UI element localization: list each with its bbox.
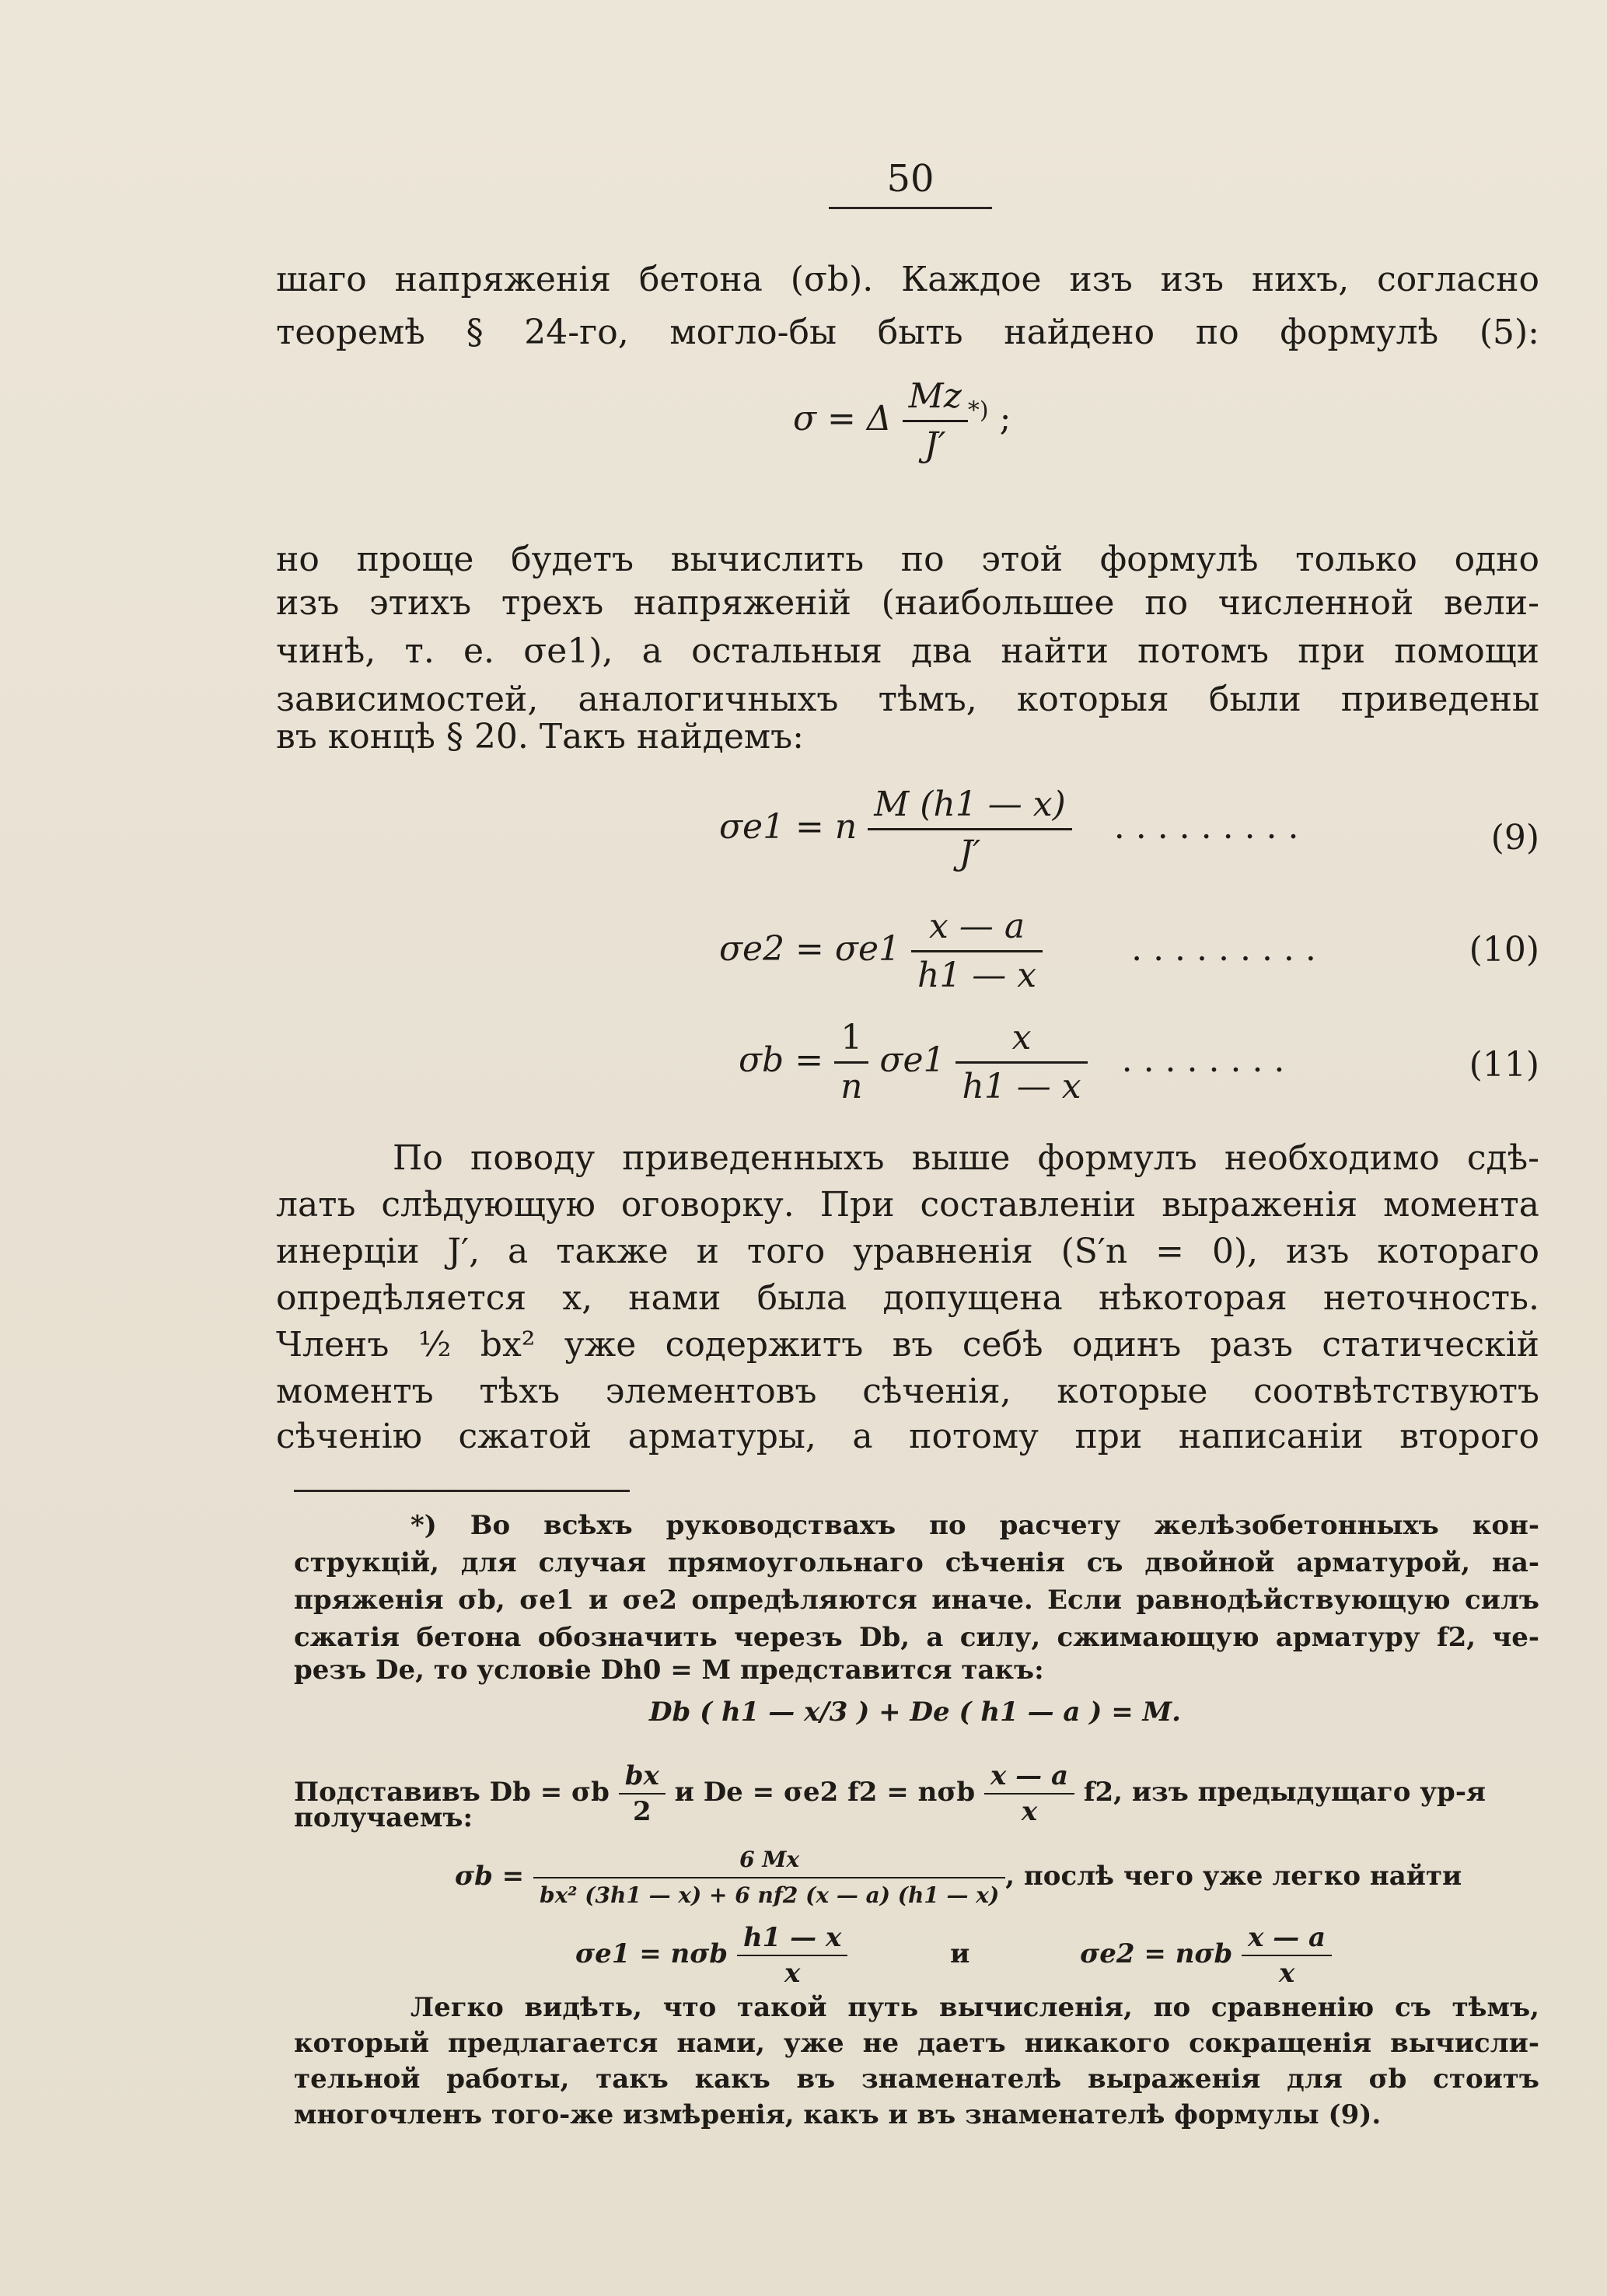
sigma-e1-denominator: x	[784, 1958, 801, 1989]
sigma-e2-lhs: σe2 = nσb	[1080, 1938, 1233, 1969]
page-number: 50	[886, 157, 935, 201]
text-line-4: изъ этихъ трехъ напряженій (наибольшее по численной вели-	[276, 583, 1539, 623]
eq9-leader-dots: . . . . . . . . .	[1113, 807, 1299, 847]
para2-line-6: моментъ тѣхъ элементовъ сѣченія, которые соотвѣтствуютъ	[276, 1372, 1539, 1411]
equation-10	[719, 903, 1316, 999]
formula-lhs: σ = Δ	[793, 399, 892, 439]
subst-suffix: f2, изъ предыдущаго ур-я	[1083, 1777, 1486, 1808]
text-line-3: но проще будетъ вычислить по этой формулѣ только одно	[276, 540, 1539, 579]
eq10-denominator: h1 — x	[917, 956, 1037, 995]
eq11-fraction-2	[955, 1015, 1087, 1110]
footnote-final-line-4: многочленъ того-же измѣренія, какъ и въ знаменателѣ формулы (9).	[294, 2099, 1382, 2130]
footnote-line-5: резъ De, то условіе Dh0 = M представится такъ:	[294, 1655, 1044, 1686]
eq9-fraction	[868, 781, 1072, 877]
equation-9-number: (9)	[1490, 818, 1539, 858]
sigma-e1-numerator: h1 — x	[737, 1920, 847, 1956]
equation-11	[739, 1015, 1284, 1110]
footnote-line-3: пряженія σb, σe1 и σe2 опредѣляются иначе. Если равнодѣйствующую силъ	[294, 1585, 1539, 1616]
eq10-leader-dots: . . . . . . . . .	[1131, 929, 1316, 969]
footnote-sigma-b-formula	[455, 1843, 1462, 1913]
eq9-lhs: σe1 = n	[719, 807, 858, 847]
footnote-line-1: *) Во всѣхъ руководствахъ по расчету желѣзобетонныхъ кон-	[410, 1510, 1539, 1541]
footnote-line-4: сжатія бетона обозначить черезъ Db, а силу, сжимающую арматуру f2, че-	[294, 1622, 1539, 1653]
footnote-rule	[294, 1490, 630, 1492]
footnote-final-line-2: который предлагается нами, уже не даетъ никакого сокращенія вычисли-	[294, 2028, 1539, 2059]
text-line-7: въ концѣ § 20. Такъ найдемъ:	[276, 717, 804, 757]
sigma-b-denominator: bx² (3h1 — x) + 6 nf2 (x — a) (h1 — x)	[540, 1882, 1000, 1908]
text-line-5: чинѣ, т. е. σe1), а остальныя два найти потомъ при помощи	[276, 631, 1539, 671]
sigma-b-numerator: 6 Mx	[533, 1843, 1005, 1878]
footnote-sigma-e-formulas	[575, 1920, 1326, 1990]
para2-line-3: инерціи J′, а также и того уравненія (S′n = 0), изъ котораго	[276, 1232, 1539, 1271]
eq10-lhs: σe2 = σe1	[719, 929, 900, 969]
text-line-6: зависимостей, аналогичныхъ тѣмъ, которыя были приведены	[276, 680, 1539, 719]
fraction-numerator: Mz	[903, 373, 968, 422]
footnote-line-get: получаемъ:	[294, 1802, 473, 1833]
eq11-leader-dots: . . . . . . . .	[1121, 1040, 1285, 1080]
para2-line-7: сѣченію сжатой арматуры, а потому при написаніи второго	[276, 1417, 1539, 1456]
formula-sigma-delta	[793, 373, 1011, 469]
footnote-line-2: струкцій, для случая прямоугольнаго сѣченія съ двойной арматурой, на-	[294, 1547, 1539, 1578]
formula-tail: ;	[999, 399, 1011, 439]
sigma-e1-lhs: σe1 = nσb	[575, 1938, 728, 1969]
formula-fraction	[903, 373, 968, 469]
footnote-formula-moment: Db ( h1 — x/3 ) + De ( h1 — a ) = M.	[649, 1697, 1182, 1728]
footnote-final-line-1: Легко видѣть, что такой путь вычисленія, по сравненію съ тѣмъ,	[410, 1992, 1539, 2023]
eq11-middle: σe1	[879, 1040, 945, 1080]
eq9-denominator: J′	[959, 833, 981, 873]
subst-prefix: Подставивъ Db = σb	[294, 1777, 610, 1808]
eq11-denominator-2: h1 — x	[962, 1067, 1081, 1106]
subst-f2-denominator: x	[1021, 1796, 1038, 1827]
subst-middle: и De = σe2 f2 = nσb	[674, 1777, 976, 1808]
subst-f1-denominator: 2	[632, 1796, 652, 1827]
eq9-numerator: M (h1 — x)	[868, 781, 1072, 830]
subst-f2-numerator: x — a	[984, 1759, 1074, 1795]
para2-line-5: Членъ ½ bx² уже содержитъ въ себѣ одинъ разъ статическій	[276, 1325, 1539, 1365]
sigma-b-lhs: σb =	[455, 1861, 525, 1892]
page-number-rule	[829, 207, 992, 209]
equation-9	[719, 781, 1299, 877]
eq11-numerator-2: x	[955, 1015, 1087, 1064]
eq11-denominator-1: n	[840, 1067, 863, 1106]
para2-line-2: лать слѣдующую оговорку. При составленіи выраженія момента	[276, 1185, 1539, 1225]
text-line-1: шаго напряженія бетона (σb). Каждое изъ изъ нихъ, согласно	[276, 260, 1539, 299]
sigma-e2-fraction	[1242, 1920, 1332, 1990]
sigma-e2-numerator: x — a	[1242, 1920, 1332, 1956]
sigma-e-conjunction: и	[950, 1938, 970, 1969]
para2-line-4: опредѣляется x, нами была допущена нѣкоторая неточность.	[276, 1278, 1539, 1318]
sigma-b-tail: , послѣ чего уже легко найти	[1005, 1861, 1462, 1892]
fraction-denominator: J′	[924, 425, 946, 465]
equation-10-number: (10)	[1469, 930, 1539, 970]
sigma-e1-fraction	[737, 1920, 847, 1990]
eq11-numerator-1: 1	[834, 1015, 868, 1064]
eq11-fraction-1	[834, 1015, 868, 1110]
equation-11-number: (11)	[1469, 1045, 1539, 1085]
eq11-lhs: σb =	[739, 1040, 824, 1080]
sigma-e2-denominator: x	[1278, 1958, 1295, 1989]
para2-line-1: По поводу приведенныхъ выше формулъ необходимо сдѣ-	[393, 1138, 1539, 1178]
sigma-b-fraction	[533, 1843, 1005, 1913]
subst-f1-numerator: bx	[619, 1759, 666, 1795]
text-line-2: теоремѣ § 24-го, могло-бы быть найдено по формулѣ (5):	[276, 313, 1539, 352]
eq10-fraction	[911, 903, 1043, 999]
footnote-mark: *)	[967, 397, 989, 425]
footnote-final-line-3: тельной работы, такъ какъ въ знаменателѣ выраженія для σb стоитъ	[294, 2064, 1539, 2095]
eq10-numerator: x — a	[911, 903, 1043, 952]
